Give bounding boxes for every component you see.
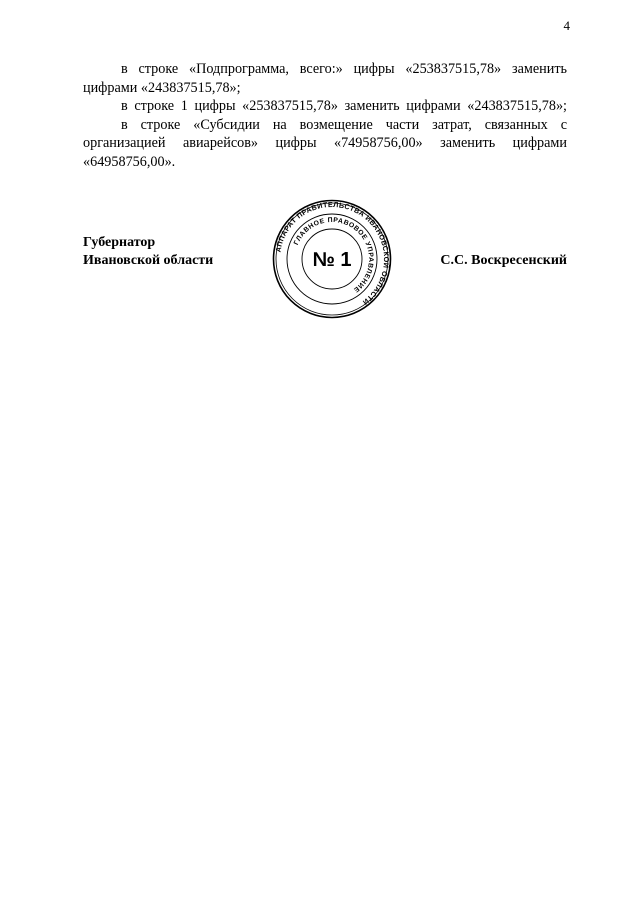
signatory-position	[83, 234, 213, 270]
paragraph-1: в строке «Подпрограмма, всего:» цифры «253837515,78» заменить цифрами «243837515,78»;	[83, 61, 567, 96]
position-line-2: Ивановской области	[83, 253, 214, 268]
seal-inner-text: ГЛАВНОЕ ПРАВОВОЕ УПРАВЛЕНИЕ	[292, 216, 375, 294]
paragraph-2: в строке 1 цифры «253837515,78» заменить цифрами «243837515,78»;	[121, 98, 567, 114]
signatory-name: С.С. Воскресенский	[440, 253, 567, 268]
seal-outer-text: АППАРАТ ПРАВИТЕЛЬСТВА ИВАНОВСКОЙ ОБЛАСТИ	[273, 199, 392, 308]
page-number: 4	[563, 18, 570, 33]
paragraph-3: в строке «Субсидии на возмещение части затрат, связанных с организацией авиарейсов» цифры «74958756,00» заменить цифрами «64958756,00».	[83, 116, 567, 170]
document-body	[83, 60, 567, 171]
official-seal	[272, 199, 392, 319]
seal-number: № 1	[312, 249, 352, 271]
position-line-1: Губернатор	[83, 235, 156, 250]
